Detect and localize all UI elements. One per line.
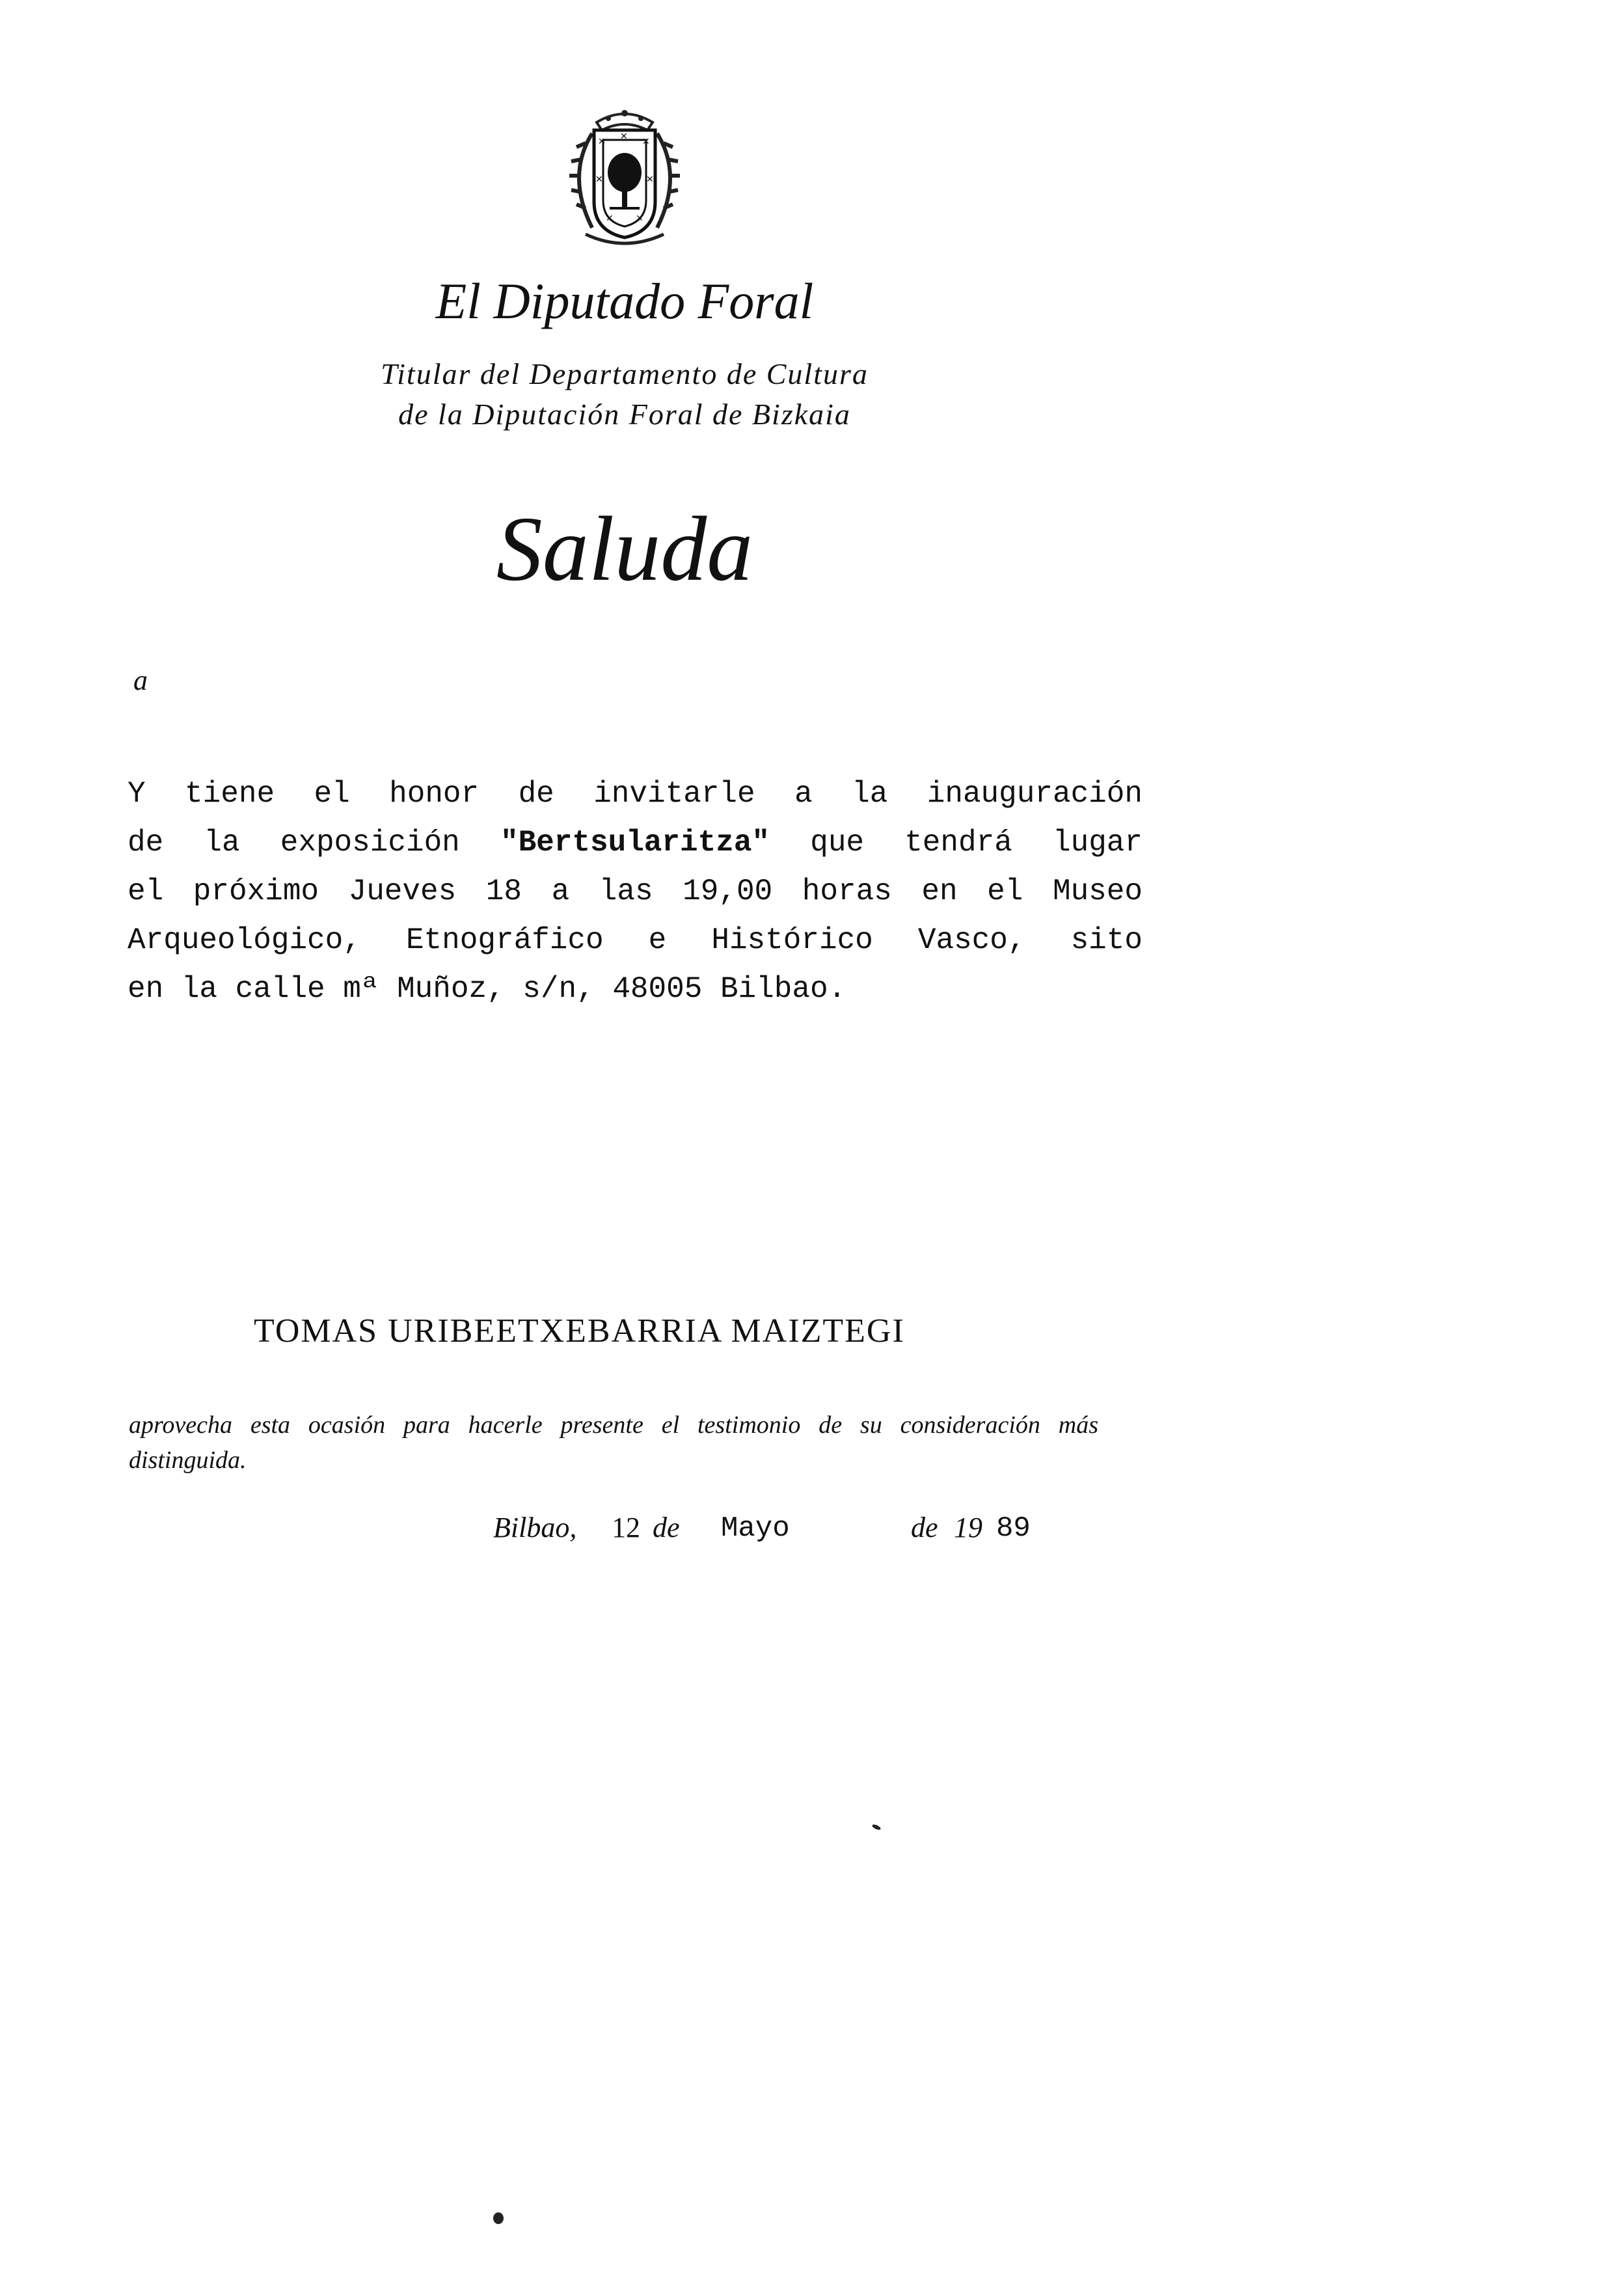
body-line-2 xyxy=(128,828,1143,858)
subtitle-institution: de la Diputación Foral de Bizkaia xyxy=(398,398,851,431)
date-de-2: de xyxy=(911,1512,938,1543)
body-line-2-end: que tendrá lugar xyxy=(770,826,1143,860)
page-title: El Diputado Foral xyxy=(435,273,814,329)
exhibition-name: "Bertsularitza" xyxy=(500,826,770,860)
coat-of-arms-emblem xyxy=(556,104,693,251)
date-day: 12 xyxy=(612,1512,640,1543)
body-line-1: Y tiene el honor de invitarle a la inauguración xyxy=(128,777,1143,811)
scan-mark xyxy=(871,1823,881,1830)
scan-dot xyxy=(493,2212,504,2224)
svg-text:✕: ✕ xyxy=(642,137,650,147)
svg-text:✕: ✕ xyxy=(595,174,603,185)
recipient-prefix: a xyxy=(133,664,148,696)
svg-text:✕: ✕ xyxy=(598,137,606,147)
svg-text:✕: ✕ xyxy=(606,213,614,224)
saluda-heading: Saluda xyxy=(496,497,753,600)
body-line-4: Arqueológico, Etnográfico e Histórico Vasco, sito xyxy=(128,923,1143,957)
date-century: 19 xyxy=(954,1512,982,1543)
signer-name: TOMAS URIBEETXEBARRIA MAIZTEGI xyxy=(254,1312,905,1350)
date-de-1: de xyxy=(653,1512,680,1543)
date-year-end: 89 xyxy=(996,1512,1031,1545)
body-line-2-start: de la exposición xyxy=(128,826,500,860)
subtitle-department: Titular del Departamento de Cultura xyxy=(381,357,869,390)
date-place: Bilbao, xyxy=(493,1512,577,1543)
closing-line-2: distinguida. xyxy=(129,1447,247,1474)
svg-text:✕: ✕ xyxy=(636,213,643,224)
body-line-3: el próximo Jueves 18 a las 19,00 horas en el Museo xyxy=(128,875,1143,908)
svg-text:✕: ✕ xyxy=(620,131,628,142)
date-month: Mayo xyxy=(721,1512,790,1545)
body-line-5: en la calle mª Muñoz, s/n, 48005 Bilbao. xyxy=(128,972,846,1006)
svg-text:✕: ✕ xyxy=(646,174,654,185)
closing-line-1: aprovecha esta ocasión para hacerle presente el testimonio de su consideración más xyxy=(129,1411,1098,1439)
